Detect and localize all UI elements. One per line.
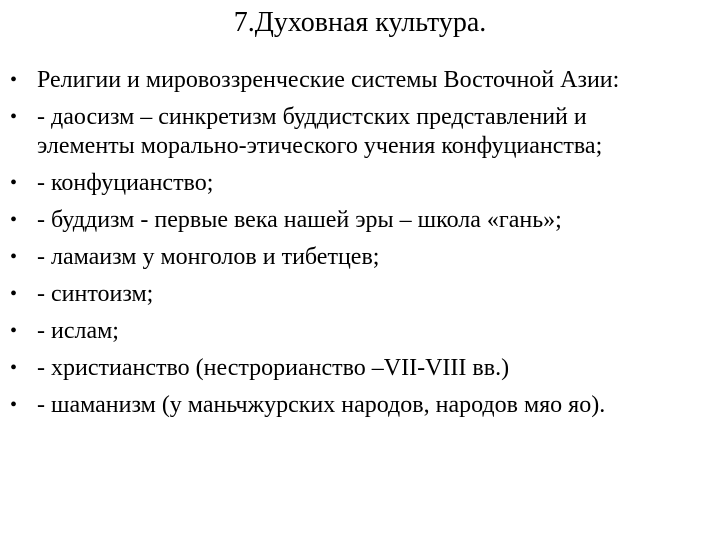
list-item-text: - ламаизм у монголов и тибетцев;	[37, 244, 380, 270]
bullet-icon: •	[10, 320, 18, 342]
list-item-text: Религии и мировоззренческие системы Восточной Азии:	[37, 67, 620, 93]
bullet-icon: •	[10, 394, 18, 416]
list-item	[10, 243, 690, 272]
bullet-icon: •	[10, 283, 18, 305]
bullet-icon: •	[10, 106, 18, 128]
list-item-text: - христианство (нестрорианство –VII-VIII вв.)	[37, 355, 510, 381]
list-item	[10, 317, 690, 346]
bullet-icon: •	[10, 357, 18, 379]
bullet-icon: •	[10, 246, 18, 268]
list-item-text: - буддизм - первые века нашей эры – школа «гань»;	[37, 207, 562, 233]
list-item	[10, 354, 690, 383]
list-item	[10, 280, 690, 309]
list-item-text: - даосизм – синкретизм буддистских представлений и элементы морально-этического учения конфуцианства;	[37, 104, 603, 159]
list-item-text: - синтоизм;	[37, 281, 154, 307]
list-item-text: - ислам;	[37, 318, 119, 344]
list-item	[10, 103, 690, 161]
slide-title: 7.Духовная культура.	[233, 7, 487, 38]
bullet-list	[10, 66, 690, 428]
list-item	[10, 206, 690, 235]
list-item-text: - шаманизм (у маньчжурских народов, народов мяо яо).	[37, 392, 606, 418]
list-item	[10, 169, 690, 198]
bullet-icon: •	[10, 69, 18, 91]
bullet-icon: •	[10, 172, 18, 194]
list-item	[10, 66, 690, 95]
bullet-icon: •	[10, 209, 18, 231]
list-item-text: - конфуцианство;	[37, 170, 214, 196]
list-item	[10, 391, 690, 420]
